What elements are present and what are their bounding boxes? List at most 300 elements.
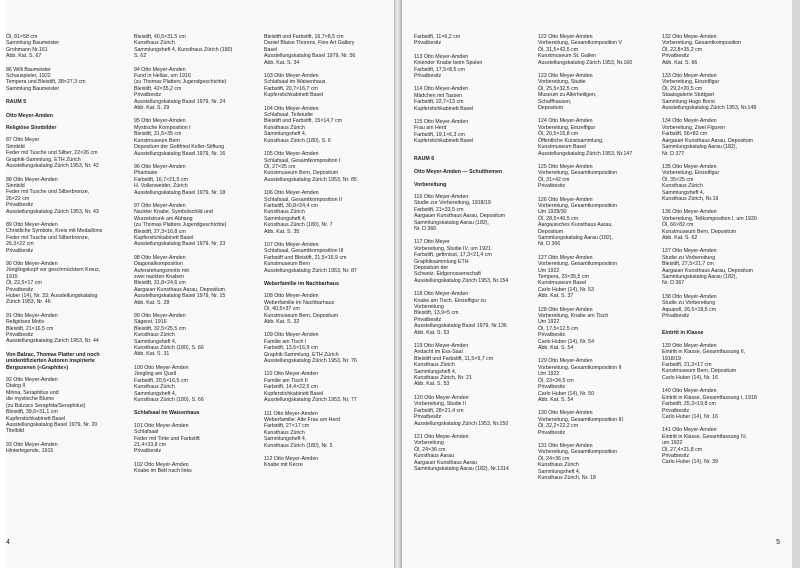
entry-line: Kunsthaus Zürich [264,124,305,131]
entry-line: Öl, 20,5×15,8 cm [538,131,579,138]
catalog-entry [538,443,660,481]
entry-line: Sammlungsheft 4, [414,368,457,375]
entry-line: Privatbesitz [662,53,690,60]
entry-line: Schweiz. Eidgenossenschaft [414,271,481,278]
entry-line: 110 Otto Meyer-Amden [264,371,319,378]
entry-line: Ausstellungskatalog Zürich 1953, Nr.154 [414,277,509,284]
entry-line: Öl, 23×34,5 cm [538,377,574,384]
section-heading [6,125,130,131]
entry-line: Kunstmuseum Basel [538,144,587,151]
entry-line: Bleistift, 13,9×5 cm [414,310,459,317]
entry-line: Farbstift, 19,1×6,3 cm [414,131,465,138]
entry-line: Kunsthaus Zürich, Nr. 21 [414,375,472,382]
entry-line: Ausstellungskatalog Basel 1979, Nr. 18 [134,189,226,196]
entry-line: Sammlungsheft 4, [264,215,307,222]
catalog-entry [264,456,392,469]
entry-line: Öl, 22,5×17 cm [6,280,42,287]
entry-line: Abb. Kat. S. 53 [414,329,450,336]
entry-line: Privatbesitz [662,452,690,459]
entry-line: Kupferstichkabinett Basel [134,234,194,241]
entry-line: 114 Otto Meyer-Amden [414,86,469,93]
entry-line: Öl, 32,2×22,2 cm [538,423,579,430]
catalog-entry [538,358,660,403]
catalog-entry [264,332,392,364]
entry-line: 99 Otto Meyer-Amden [134,313,186,320]
entry-line: 90 Otto Meyer-Amden [6,260,58,267]
entry-line: 126 Otto Meyer-Amden [538,196,593,203]
entry-line: Bleistift, 40,5×31,5 cm [134,34,186,40]
entry-line: Tempera, 23×35,5 cm [538,274,589,280]
catalog-entry [134,118,258,156]
entry-line: 87 Otto Meyer [6,137,40,144]
entry-line: Abb. Kat. S. 34 [264,59,300,66]
entry-line: 98 Otto Meyer-Amden [134,254,186,261]
catalog-entry [6,67,130,93]
catalog-entry [662,209,786,241]
entry-line: Farbstift, 25,3×19,8 cm [662,401,716,408]
entry-line: Carlo Huber (14), Nr. 54 [538,338,595,345]
entry-line: Farbstift, 16,7×21,5 cm [134,176,188,183]
entry-line: Feder mit Tusche und Silberbronze, [6,189,90,196]
entry-line: Kunstmuseum Bern, Depositum [662,228,737,235]
entry-line: 120 Otto Meyer-Amden [414,394,469,401]
entry-line: Grohmann Nr.161 [6,46,48,53]
catalog-entry [134,423,258,455]
entry-line: Bleistift, 31,5×35 cm [134,131,182,138]
entry-line: Weberfamilie im Nachbarhaus [264,299,335,306]
entry-line: Kunsthaus Zürich [264,429,305,436]
column-1 [6,34,130,462]
entry-line: Zürich 1953, Nr. 46 [6,299,51,306]
entry-line: Abb. Kat. S. 29 [134,105,170,112]
entry-line: 130 Otto Meyer-Amden [538,410,593,417]
entry-line: 140 Otto Meyer-Amden [662,388,717,395]
entry-line: Kunsthaus Zürich, Nr. 18 [538,474,596,481]
right-page [402,0,792,568]
entry-line: Kunsthaus Zürich (180), S. 6 [264,137,331,144]
entry-line: Öl, 81×58 cm [6,34,38,40]
entry-line: Privatbesitz [662,407,690,414]
entry-line: Vorbereitung [414,181,447,188]
entry-line: Graphiksammlung ETH [414,258,469,265]
entry-line: Abb. Kat. S. 66 [662,59,698,66]
entry-line: Abb. Kat. S. 53 [414,381,450,388]
entry-line: Privatbesitz [6,286,34,293]
entry-line: 103 Otto Meyer-Amden [264,73,319,80]
catalog-entry [414,34,532,47]
catalog-entry [662,388,786,420]
entry-line: Aargauer Kunsthaus Aarau [414,459,478,466]
entry-line: 88 Otto Meyer-Amden [6,176,58,183]
entry-line: Carlo Huber (14), Nr. 39 [662,459,719,466]
entry-line: Kunsthaus Zürich (180), Nr. 7 [264,222,333,229]
entry-line: 21,4×33,8 cm [134,441,166,448]
entry-line: Vorbereitung, Gesamtkomposition [662,40,742,47]
entry-line: Öl, 17,5×12,5 cm [538,325,579,332]
entry-line: Sammlungskatalog Aarau (182), Nr.1314 [414,465,509,472]
entry-line: Sammlungskatalog Aarau (182), [538,234,613,241]
page-edge [792,0,800,568]
entry-line: Privatbesitz [6,247,34,254]
entry-line: Um 1922 [538,371,560,378]
entry-line: Kupferstichkabinett Basel [264,92,324,99]
entry-line: 123 Otto Meyer-Amden [538,73,593,80]
catalog-entry [6,377,130,435]
entry-line: Aargauer Kunsthaus Aarau, Depositum [134,286,226,293]
entry-line: Ausstellungskatalog Basel 1979, Nr. 56 [264,53,356,60]
entry-line: Ausstellungskatalog Zürich 1953, Nr. 42 [6,163,99,170]
catalog-entry [538,118,660,156]
entry-line: Kunstmuseum Bern [264,261,311,268]
entry-line: Aargauer Kunsthaus Aarau, Depositum [662,137,754,144]
entry-line: Farbstift, 28×21,4 cm [414,407,464,414]
catalog-entry [414,54,532,80]
entry-line: Religiöse Sinnbilder [6,125,57,132]
entry-line: Studie zu Vorbereitung [662,254,716,261]
entry-line: Ausstellungskatalog Basel 1979, Nr. 16 [134,150,226,157]
catalog-entry [538,34,660,66]
catalog-entry [662,294,786,320]
entry-line: Schlafsaal, Gesamtkomposition III [264,248,344,255]
catalog-entry [134,34,258,60]
entry-line: Ausstellungskatalog Zürich 1953, Nr.160 [538,59,633,66]
entry-line: Depositum [538,228,564,235]
entry-line: Jüngling am Quell [134,371,177,378]
entry-line: Sammlungskatalog Aarau (182), [662,144,737,151]
entry-line: 89 Otto Meyer-Amden [6,221,58,228]
entry-line: 108 Otto Meyer-Amden [264,293,319,300]
entry-line: Öl, 22,8×35,2 cm [662,46,703,53]
entry-line: Ausstellungskatalog Zürich 1953, Nr. 76 [264,358,357,365]
entry-line: (zu Thomas Platters Jugendgeschichte) [134,222,227,229]
column-2 [134,34,258,482]
entry-line: Ausstellungskatalog Zürich 1953, Nr. 85 [264,176,357,183]
catalog-entry [264,106,392,144]
entry-line: Abb. Kat. S. 35 [264,228,300,235]
entry-line: Sinnbild [6,143,25,150]
entry-line: Bleistift, 27,3×16,8 cm [134,228,186,235]
entry-line: Museum zu Allerheiligen, [538,92,597,99]
entry-line: Bleistift, 21×16,5 cm [6,325,54,332]
entry-line: 107 Otto Meyer-Amden [264,241,319,248]
entry-line: Kunsthaus Aarau [414,453,454,460]
entry-line: Knabe im Bett nach links [134,468,192,475]
catalog-entry [662,248,786,286]
entry-line: Öl, 28,5×40,5 cm [538,215,579,222]
column-5 [538,34,660,488]
catalog-entry [538,307,660,352]
entry-line: Vorbereitung, Einzelfigur [662,79,720,86]
entry-line: Kupferstichkabinett Basel [6,415,66,422]
entry-line: Kupferstichkabinett Basel [414,105,474,112]
entry-line: Vorbereitung, Studie IV, um 1921 [414,245,491,252]
section-heading [6,113,130,119]
entry-line: Bleistift und Farbstift, 15×14,7 cm [264,118,343,125]
catalog-entry [134,203,258,248]
entry-line: Vorbereitung, Zwei Figuren [662,124,726,131]
entry-line: 139 Otto Meyer-Amden [662,342,717,349]
entry-line: 137 Otto Meyer-Amden [662,248,717,255]
entry-line: Familie am Tisch I [264,338,307,345]
entry-line: 1915 [6,273,18,280]
entry-line: Carlo Huber (14), Nr. 16 [662,374,719,381]
entry-line: Privatbesitz [414,414,442,421]
entry-line: Schauspieler, 1922 [6,73,51,80]
entry-line: Sammlungsheft 4, [134,390,177,397]
entry-line: Von Balzac, Thomas Platter und noch [6,351,100,358]
entry-line: Vorbereitung, Gesamtkomposition V [538,40,623,47]
entry-line: Eintritt in Klasse [662,330,704,337]
entry-line: Abb. Kat. S. 67 [6,53,42,60]
entry-line: 102 Otto Meyer-Amden [134,461,189,468]
entry-line: zwei nackten Knaben [134,274,184,280]
entry-line: 97 Otto Meyer-Amden [134,202,186,209]
entry-line: Nackter Knabe, Symbolschild und [134,209,213,216]
catalog-entry [538,255,660,300]
entry-line: Schlafsaal, Teilstudie [264,112,313,119]
entry-line: Weberfamilie: Alte Frau am Herd [264,416,341,423]
entry-line: Vorbereitung, Gesamtkomposition [538,261,618,268]
entry-line: Öl, 27×25 cm [264,163,296,170]
entry-line: Schlafsaal, Gesamtkomposition II [264,196,342,203]
catalog-entry [6,222,130,254]
catalog-entry [264,411,392,449]
entry-line: Bleistift, 31,8×24,6 cm [134,280,186,287]
section-heading [6,352,130,371]
entry-line: Otto Meyer-Amden — Schulthemen [414,169,503,176]
entry-line: Privatbesitz [538,183,566,190]
entry-line: Sammlungsheft 4, [264,131,307,138]
entry-line: Sammlungsheft 4, [264,436,307,443]
entry-line: 111 Otto Meyer-Amden [264,410,318,417]
entry-line: Sammlung Baumeister [6,85,60,92]
entry-line: Familie am Tisch II [264,377,308,384]
entry-line: Farbstift, 27×17 cm [264,423,310,430]
entry-line: Carlo Huber (14), Nr. 53 [538,286,595,293]
entry-line: RAUM 6 [414,155,435,162]
entry-line: Abb. Kat. S. 54 [538,345,574,352]
entry-line: Bleistift, 32,5×25,5 cm [134,325,186,332]
entry-line: Kunsthaus Zürich [134,384,175,391]
entry-line: Ausstellungskatalog Basel 1979, Nr.136 [414,323,507,330]
entry-line: Öl, 40,5×37 cm [264,306,300,313]
entry-line: Ausstellungskatalog Zürich 1953, Nr.148 [662,105,757,112]
entry-line: Vorbereitung, Studie [538,79,586,86]
entry-line: um 1922 [662,440,683,447]
entry-line: Vorbereitung, Einzelfigur [662,170,720,177]
entry-line: Abb. Kat. S. 32 [264,319,300,326]
entry-line: Privatbesitz [6,332,34,339]
entry-line: Farbstift, 21,3×17 cm [662,362,712,369]
entry-line: Vorbereitung, Gesamtkomposition [538,170,618,177]
entry-line: Sammlungsheft 4, [134,338,177,345]
entry-line: Graphik-Sammlung, ETH Zürich [6,156,81,163]
room-heading [414,156,532,162]
entry-line: Vorbereitung, Studie II [414,401,466,408]
entry-line: 132 Otto Meyer-Amden [662,34,717,40]
catalog-entry [134,462,258,475]
entry-line: 129 Otto Meyer-Amden [538,358,593,365]
entry-line: Nr. D 366 [414,225,437,232]
entry-line: Privatbesitz [134,448,162,455]
entry-line: Staatsgalerie Stuttgart [662,92,714,99]
entry-line: Bergszenen («Graphite») [6,364,69,371]
entry-line: Kniender Knabe beim Spulen [414,60,483,67]
entry-line: Öffentliche Kunstsammlung, [538,137,604,144]
entry-line: Feder mit Tusche und Silber, 22×26 cm [6,150,98,157]
catalog-entry [538,73,660,111]
catalog-entry [662,118,786,156]
catalog-entry [6,177,130,215]
entry-line: Sammlungsheft 4, Kunsthaus Zürich (180) [134,46,233,53]
catalog-entry [538,410,660,436]
column-6 [662,34,786,473]
entry-line: Eintritt in Klasse, Gesamtfassung II, [662,349,746,356]
column-4 [414,34,532,479]
entry-line: Kunsthaus Zürich, Nr.19 [662,195,719,202]
catalog-entry [662,343,786,381]
entry-line: Kupferstichkabinett Basel [264,390,324,397]
entry-line: Religiöses Motiv [6,319,45,326]
entry-line: Farbstift, 22,7×13 cm [414,99,464,106]
entry-line: Kunsthaus Zürich (180), S. 66 [134,396,204,403]
entry-line: die mystische Blume [6,396,55,403]
section-heading [662,330,786,336]
entry-line: Depositum der [414,264,449,271]
entry-line: 1918/19 [662,355,681,362]
entry-line: Kunstmuseum Basel [538,280,587,287]
entry-line: Schlafsaal, Gesamtkomposition I [264,157,341,164]
column-3 [264,34,392,476]
catalog-entry [414,86,532,112]
entry-line: Kunsthaus Zürich (180), Nr. 5 [264,442,333,449]
entry-line: Mädchen mit Tassen [414,92,463,99]
entry-line: 104 Otto Meyer-Amden [264,105,319,112]
catalog-entry [662,73,786,111]
catalog-entry [264,151,392,183]
entry-line: Abb. Kat. S. 54 [538,396,574,403]
entry-line: Depositum der Gottfried Keller-Stiftung [134,144,225,151]
entry-line: Carlo Huber (14), Nr. 16 [662,413,719,420]
entry-line: 101 Otto Meyer-Amden [134,422,189,429]
entry-line: Kunstmuseum Bern, Depositum [264,170,339,177]
entry-line: Phantasie [134,170,158,177]
entry-line: Privatbesitz [414,316,442,323]
entry-line: Kunsthaus Zürich [134,332,175,339]
entry-line: Ausstellungskatalog Zürich 1953, Nr. 44 [6,338,99,345]
catalog-entry [538,164,660,190]
entry-line: Farbstift, 20,7×16,7 cm [264,85,318,92]
entry-line: Ausstellungskatalog Basel 1979, Nr. 15 [134,293,226,300]
entry-line: Mystische Komposition I [134,124,191,131]
entry-line: 113 Otto Meyer-Amden [414,53,469,60]
entry-line: Farbstift, gefirnisst, 17,3×21,4 cm [414,252,492,259]
entry-line: Depositum [538,105,564,112]
entry-line: Sinnbild [6,182,25,189]
catalog-entry [264,190,392,235]
catalog-entry [414,239,532,284]
entry-line: Diagonalkomposition [134,261,183,268]
entry-line: Farbstift und Bleistift, 21,5×16,9 cm [264,254,347,261]
catalog-entry [414,291,532,336]
section-heading [414,182,532,188]
entry-line: Öl, 27,4×21,8 cm [662,446,703,453]
catalog-entry [264,371,392,403]
entry-line: Basel [264,46,278,53]
entry-line: 138 Otto Meyer-Amden [662,293,717,300]
entry-line: 122 Otto Meyer-Amden [538,34,593,40]
entry-line: 131 Otto Meyer-Amden [538,442,593,449]
entry-line: Öl, 31,5×42,5 cm [538,46,579,53]
entry-line: 125 Otto Meyer-Amden [538,163,593,170]
catalog-entry [264,242,392,274]
entry-line: Schlafsaal im Waisenhaus [134,410,200,417]
entry-line: Ausstellungskatalog Basel 1979, Nr. 24 [134,98,226,105]
entry-line: Farbstift, 21×33,5 cm [414,206,464,213]
entry-line: 141 Otto Meyer-Amden [662,427,717,434]
entry-line: Frau am Herd [414,125,447,132]
entry-line: Bleistift, 27,5×21,7 cm [662,261,714,268]
entry-line: Auferstehungsmotiv mit [134,267,189,274]
entry-line: Aargauisches Kunsthaus Aarau, [538,222,613,229]
entry-line: 116 Otto Meyer-Amden [414,193,469,200]
catalog-entry [662,34,786,66]
entry-line: Studie zu Vorbereitung [662,300,716,307]
entry-line: 95 Otto Meyer-Amden [134,118,186,125]
entry-line: Sägerei, 1916 [134,319,167,326]
entry-line: Vorbereitung, Gesamtkomposition II [538,364,622,371]
entry-line: Vorbereitung [414,440,444,447]
entry-line: Vorbereitung, Gesamtkomposition III [538,416,623,423]
entry-line: Kunsthaus Zürich (180), S. 66 [134,345,204,352]
entry-line: 136 Otto Meyer-Amden [662,209,717,216]
catalog-entry [414,395,532,427]
entry-line: Bleistift und Farbstift, 11,5×9,7 cm [414,355,494,362]
catalog-entry [264,73,392,99]
entry-line: Farbstift, 13,6×16,9 cm [264,345,318,352]
entry-line: Otto Meyer-Amden [6,112,53,119]
entry-line: S. 62 [134,53,147,60]
entry-line: 86 Willi Baumeister [6,66,51,73]
entry-line: RAUM 5 [6,99,27,106]
entry-line: Huber (14), Nr. 33; Ausstellungskatalog [6,293,98,299]
entry-line: Kunsthaus Zürich [414,362,455,369]
entry-line: Abb. Kat. S. 31 [134,351,170,358]
entry-line: Öl, 24×36 cm [538,455,570,462]
entry-line: Kunsthaus Zürich [264,209,305,216]
room-heading [6,99,130,105]
entry-line: Nr. D 377 [662,150,685,157]
left-page [6,0,394,568]
entry-line: Weberfamilie im Nachbarhaus [264,281,339,287]
entry-line: Bleistift, 39,6×31,1 cm [6,409,58,416]
catalog-entry [662,164,786,202]
entry-line: unidentifizierten Autoren inspirierte [6,358,95,365]
entry-line: Ausstellungskatalog Zürich 1953, Nr. 43 [6,208,99,215]
entry-line: 109 Otto Meyer-Amden [264,332,319,339]
entry-line: Vorbereitung [414,304,444,310]
book-gutter [394,0,402,568]
entry-line: Öl, 24×36 cm [414,446,446,453]
entry-line: Öl, 66×82 cm [662,222,694,229]
entry-line: 94 Otto Meyer-Amden [134,66,186,73]
entry-line: Öl, 25,5×32,5 cm [538,85,579,92]
entry-line: Aargauer Kunsthaus Aarau, Depositum [414,213,506,220]
entry-line: Abb. Kat. S. 37 [538,293,574,300]
entry-line: Farbstift, 11×6,2 cm [414,34,461,40]
entry-line: Farbstift, 20,5×16,5 cm [134,377,188,384]
entry-line: Schlafsaal im Waisenhaus [264,79,326,86]
